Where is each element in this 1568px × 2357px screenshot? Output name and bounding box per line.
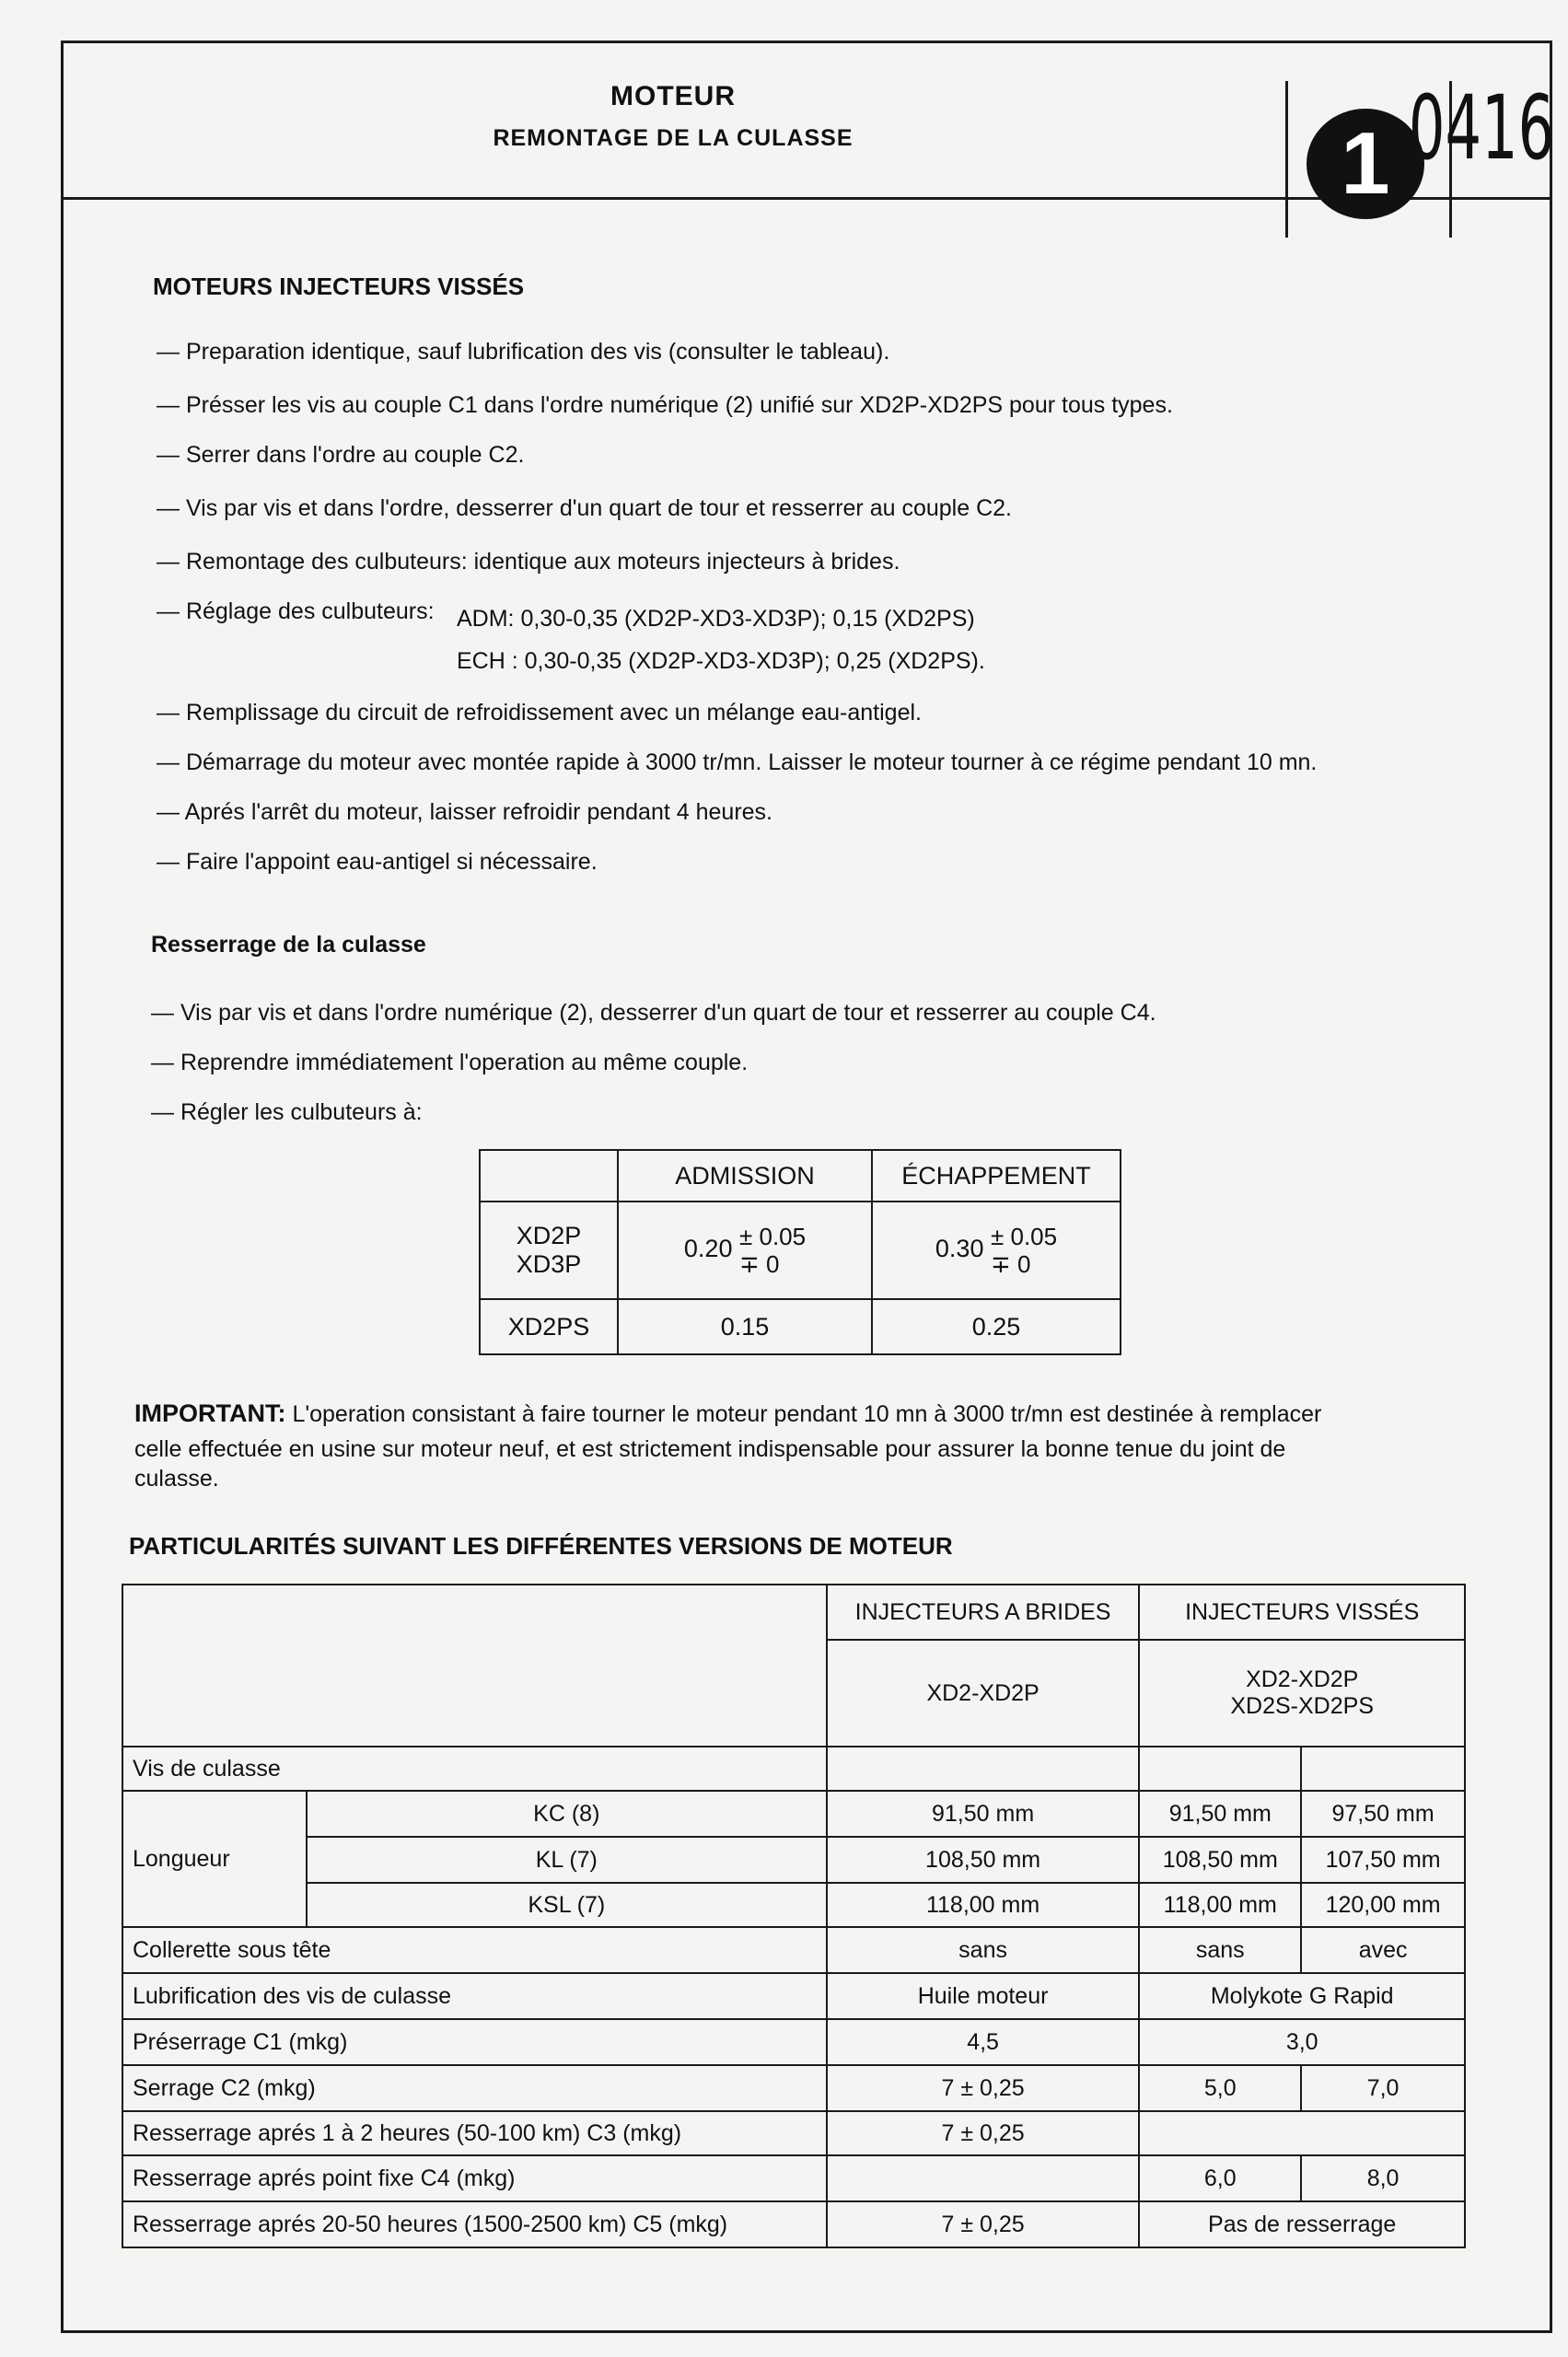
- table-cell: 0.30 ± 0.05 ∓ 0: [872, 1202, 1121, 1299]
- list-item: — Preparation identique, sauf lubrification des vis (consulter le tableau).: [157, 339, 890, 365]
- list-item: — Réglage des culbuteurs:: [157, 598, 435, 624]
- table-cell: 108,50 mm: [827, 1837, 1140, 1883]
- table-cell: 7 ± 0,25: [827, 2111, 1140, 2155]
- table-cell: [827, 2155, 1140, 2201]
- section-heading-resserrage: Resserrage de la culasse: [151, 932, 426, 958]
- table-cell: 7 ± 0,25: [827, 2201, 1140, 2247]
- table-cell: sans: [1139, 1927, 1301, 1973]
- row-label: Lubrification des vis de culasse: [122, 1973, 827, 2019]
- row-label: Préserrage C1 (mkg): [122, 2019, 827, 2065]
- table-cell: [827, 1747, 1140, 1791]
- table-cell: 0.25: [872, 1299, 1121, 1354]
- list-item: — Reprendre immédiatement l'operation au même couple.: [151, 1050, 749, 1075]
- table-cell: 118,00 mm: [1139, 1883, 1301, 1927]
- table-cell: 118,00 mm: [827, 1883, 1140, 1927]
- table-cell: 6,0: [1139, 2155, 1301, 2201]
- header: [61, 41, 1555, 213]
- list-item: — Faire l'appoint eau-antigel si nécessaire.: [157, 849, 598, 875]
- table-cell: 7 ± 0,25: [827, 2065, 1140, 2111]
- list-item: — Démarrage du moteur avec montée rapide à 3000 tr/mn. Laisser le moteur tourner à ce régime pendant 10 mn.: [157, 749, 1318, 775]
- table-cell: sans: [827, 1927, 1140, 1973]
- section-heading-injecteurs-visses: MOTEURS INJECTEURS VISSÉS: [153, 273, 525, 300]
- important-note-line: celle effectuée en usine sur moteur neuf, et est strictement indispensable pour assurer la bonne tenue du joint de: [134, 1436, 1286, 1462]
- table-cell: 108,50 mm: [1139, 1837, 1301, 1883]
- adm-clearance-line: ADM: 0,30-0,35 (XD2P-XD3-XD3P); 0,15 (XD2PS): [457, 606, 975, 632]
- row-label: Serrage C2 (mkg): [122, 2065, 827, 2111]
- table-cell: 7,0: [1301, 2065, 1465, 2111]
- section-heading-particularites: PARTICULARITÉS SUIVANT LES DIFFÉRENTES VERSIONS DE MOTEUR: [129, 1532, 953, 1560]
- tolerance: ± 0.05 ∓ 0: [738, 1223, 807, 1278]
- clearance-table: [479, 1149, 1121, 1355]
- table-cell: 0.15: [618, 1299, 872, 1354]
- table-cell: 3,0: [1139, 2019, 1465, 2065]
- table-corner-cell: [122, 1585, 827, 1747]
- row-group-label: Longueur: [122, 1791, 307, 1927]
- column-header: INJECTEURS VISSÉS: [1139, 1585, 1465, 1640]
- ech-clearance-line: ECH : 0,30-0,35 (XD2P-XD3-XD3P); 0,25 (XD2PS).: [457, 648, 985, 674]
- row-label: Resserrage aprés point fixe C4 (mkg): [122, 2155, 827, 2201]
- important-note-line: culasse.: [134, 1466, 219, 1492]
- list-item: — Vis par vis et dans l'ordre numérique (2), desserrer d'un quart de tour et resserrer au couple C4.: [151, 1000, 1156, 1026]
- table-cell: 120,00 mm: [1301, 1883, 1465, 1927]
- table-cell: 107,50 mm: [1301, 1837, 1465, 1883]
- row-label: KL (7): [307, 1837, 827, 1883]
- row-label: Resserrage aprés 20-50 heures (1500-2500 km) C5 (mkg): [122, 2201, 827, 2247]
- table-cell: 8,0: [1301, 2155, 1465, 2201]
- column-header: ÉCHAPPEMENT: [872, 1150, 1121, 1202]
- row-label: Collerette sous tête: [122, 1927, 827, 1973]
- list-item: — Remontage des culbuteurs: identique aux moteurs injecteurs à brides.: [157, 549, 900, 575]
- list-item: — Présser les vis au couple C1 dans l'ordre numérique (2) unifié sur XD2P-XD2PS pour tous types.: [157, 392, 1173, 418]
- table-cell: 0.20 ± 0.05 ∓ 0: [618, 1202, 872, 1299]
- model-header: XD2-XD2P XD2S-XD2PS: [1139, 1640, 1465, 1747]
- table-corner-cell: [480, 1150, 618, 1202]
- important-note-line: IMPORTANT: L'operation consistant à faire tourner le moteur pendant 10 mn à 3000 tr/mn est destinée à remplacer: [134, 1399, 1322, 1427]
- list-item: — Serrer dans l'ordre au couple C2.: [157, 442, 525, 468]
- table-cell: 4,5: [827, 2019, 1140, 2065]
- row-label: Vis de culasse: [122, 1747, 827, 1791]
- row-label: XD2P XD3P: [480, 1202, 618, 1299]
- column-header: INJECTEURS A BRIDES: [827, 1585, 1140, 1640]
- column-header: ADMISSION: [618, 1150, 872, 1202]
- list-item: — Vis par vis et dans l'ordre, desserrer d'un quart de tour et resserrer au couple C2.: [157, 495, 1012, 521]
- table-cell: 97,50 mm: [1301, 1791, 1465, 1837]
- page-subtitle: REMONTAGE DE LA CULASSE: [493, 125, 854, 151]
- list-item: — Remplissage du circuit de refroidissement avec un mélange eau-antigel.: [157, 700, 922, 726]
- table-cell: Pas de resserrage: [1139, 2201, 1465, 2247]
- table-cell: [1139, 1747, 1301, 1791]
- table-cell: avec: [1301, 1927, 1465, 1973]
- list-item: — Aprés l'arrêt du moteur, laisser refroidir pendant 4 heures.: [157, 799, 772, 825]
- table-cell: 5,0: [1139, 2065, 1301, 2111]
- row-label: KC (8): [307, 1791, 827, 1837]
- row-label: KSL (7): [307, 1883, 827, 1927]
- tolerance: ± 0.05 ∓ 0: [990, 1223, 1058, 1278]
- chapter-number-badge: 1: [1307, 109, 1424, 219]
- table-cell: [1301, 1747, 1465, 1791]
- page-number: 0416: [1408, 76, 1555, 180]
- model-header: XD2-XD2P: [827, 1640, 1140, 1747]
- versions-table: [122, 1584, 1466, 2248]
- table-cell: 91,50 mm: [1139, 1791, 1301, 1837]
- row-label: Resserrage aprés 1 à 2 heures (50-100 km) C3 (mkg): [122, 2111, 827, 2155]
- page-title: MOTEUR: [610, 81, 736, 111]
- table-cell: 91,50 mm: [827, 1791, 1140, 1837]
- table-cell: Huile moteur: [827, 1973, 1140, 2019]
- list-item: — Régler les culbuteurs à:: [151, 1099, 423, 1125]
- table-cell: [1139, 2111, 1465, 2155]
- row-label: XD2PS: [480, 1299, 618, 1354]
- table-cell: Molykote G Rapid: [1139, 1973, 1465, 2019]
